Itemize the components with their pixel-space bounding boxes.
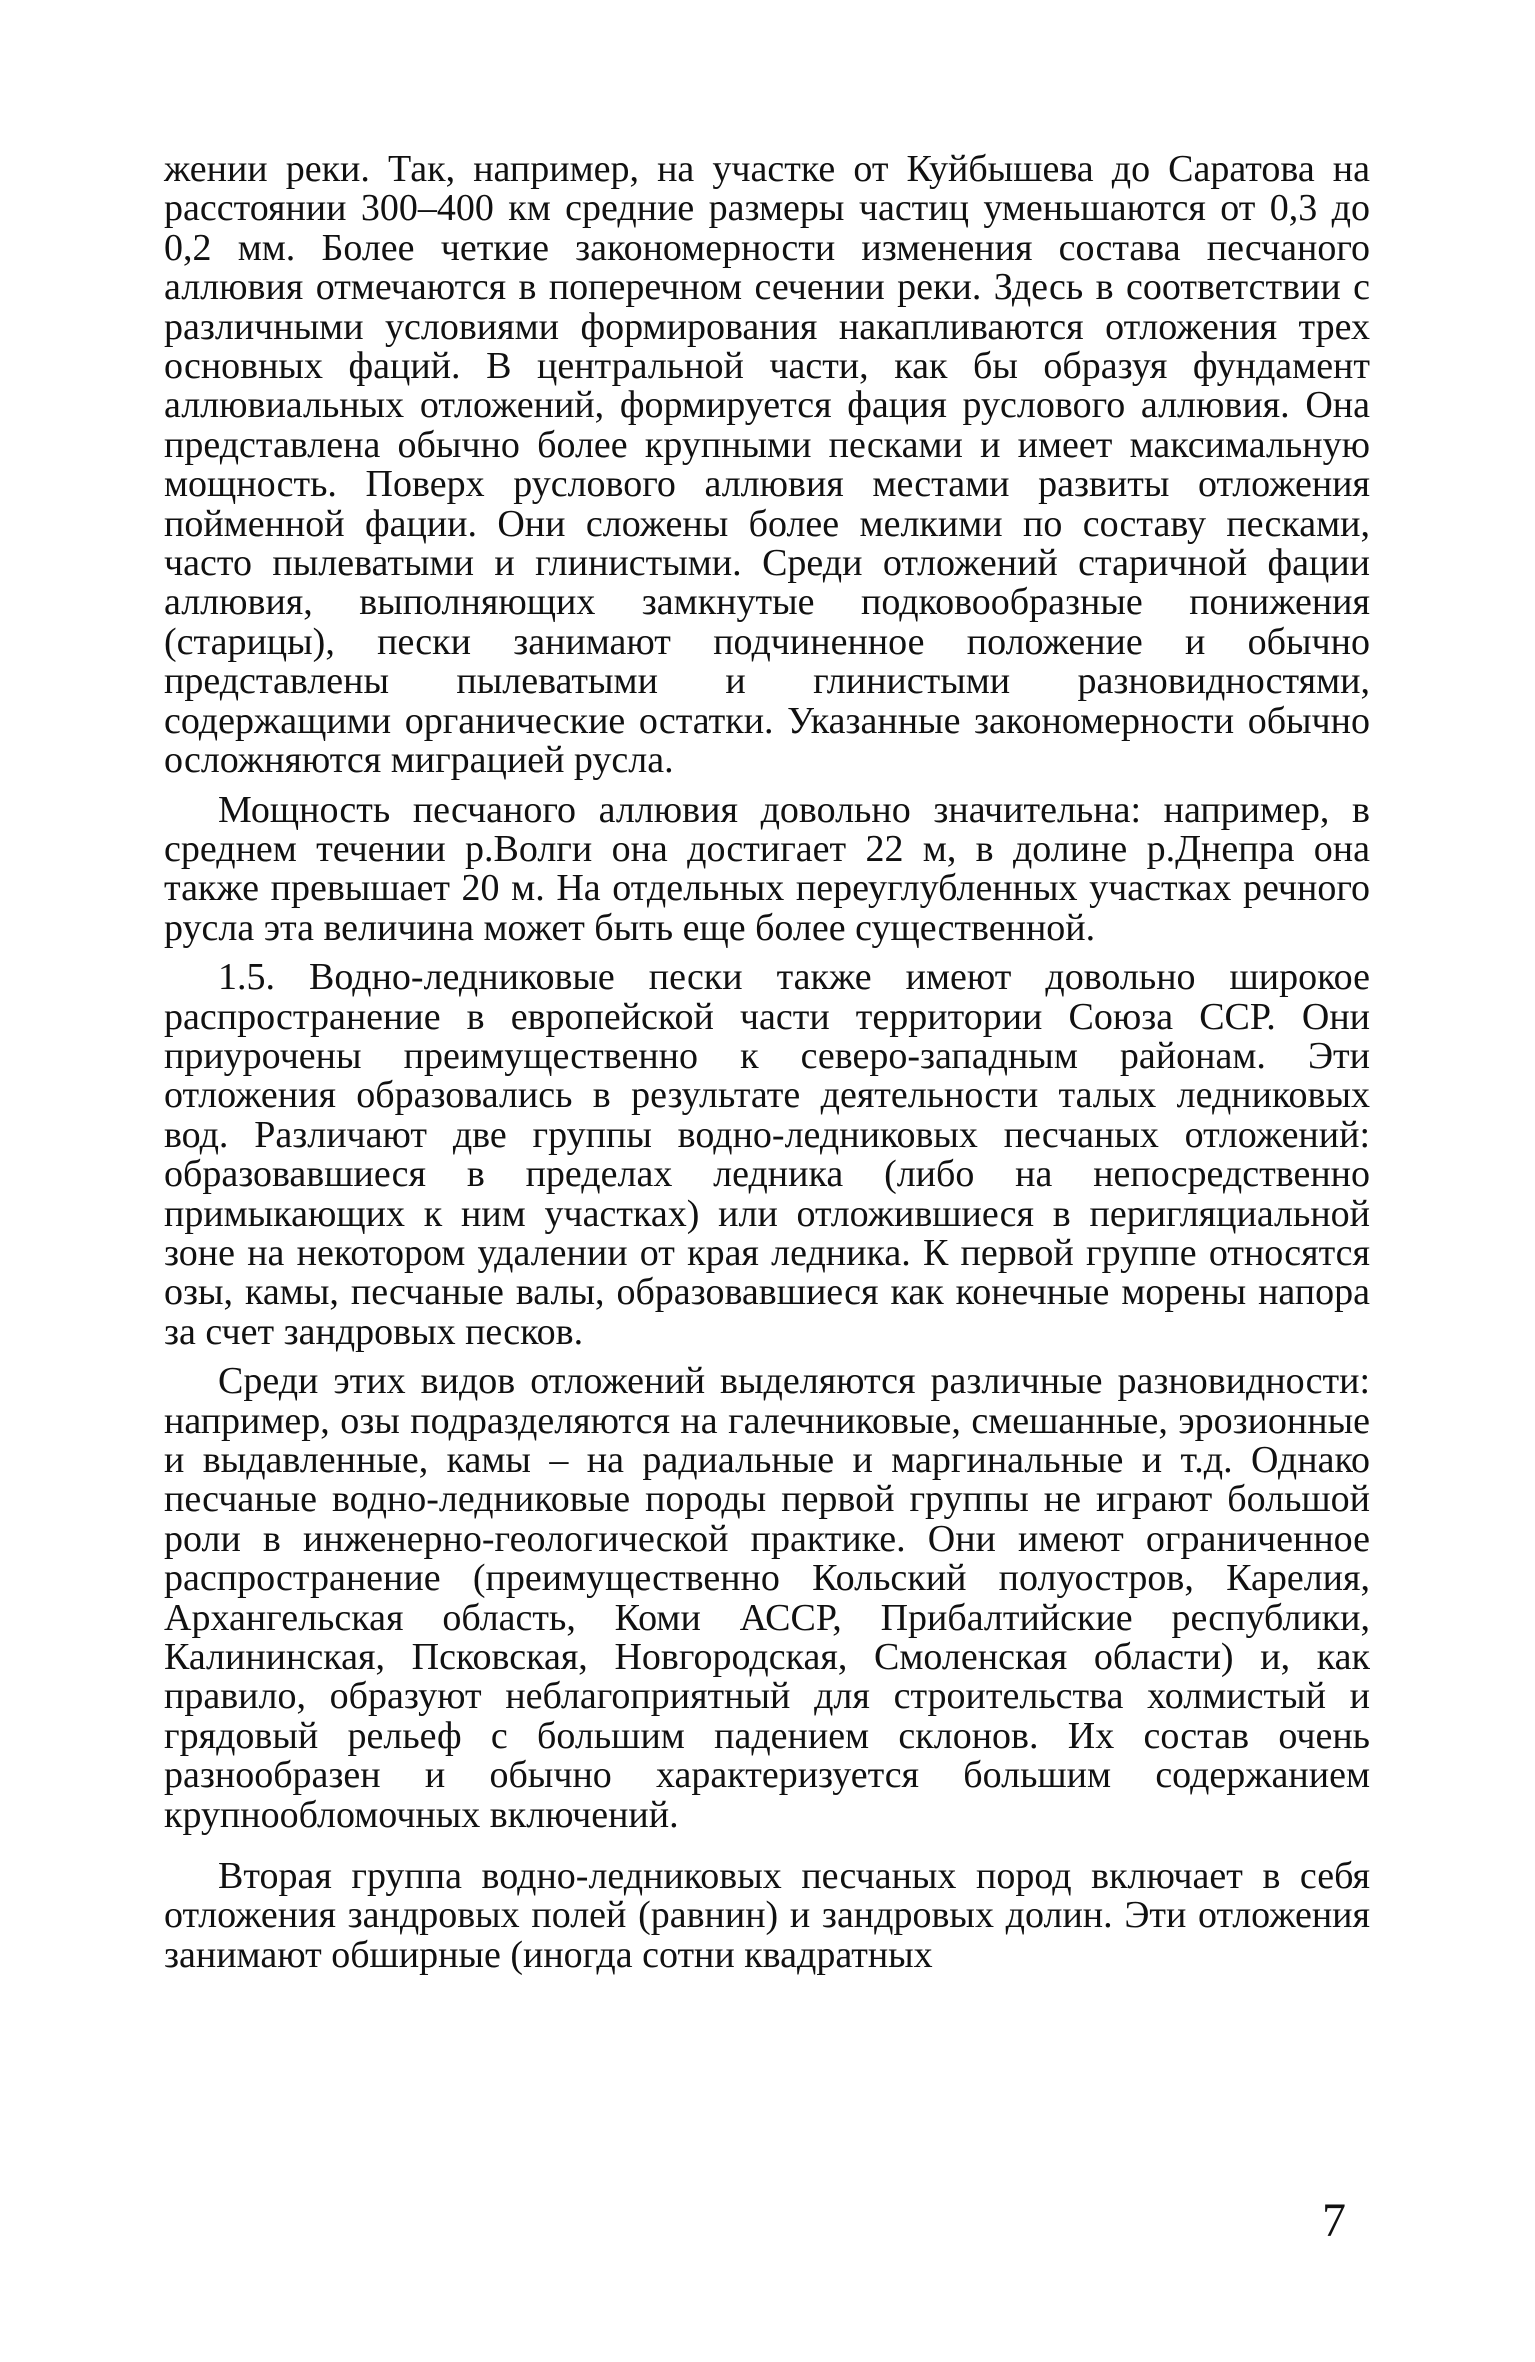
paragraph-section-1-5: 1.5. Водно-ледниковые пески также имеют довольно широкое распространение в европейской части территории Союза ССР. Они приурочены преимущественно к северо-западным районам. Эти отложения образовались в результате деятельности талых ледниковых вод. Различают две группы водно-ледниковых песчаных отложений: образовавшиеся в пределах ледника (либо на непосредственно примыкающих к ним участках) или отложившиеся в перигляциальной зоне на некотором удалении от края ледника. К первой группе относятся озы, камы, песчаные валы, образовавшиеся как конечные морены напора за счет зандровых песков. — [164, 956, 1370, 1353]
paragraph-continuation: жении реки. Так, например, на участке от Куйбышева до Саратова на расстоянии 300–400 км средние размеры частиц уменьшаются от 0,3 до 0,2 мм. Более четкие закономерности изменения состава песчаного аллювия отмечаются в поперечном сечении реки. Здесь в соответствии с различными условиями формирования накапливаются отложения трех основных фаций. В центральной части, как бы образуя фундамент аллювиальных отложений, формируется фация руслового аллювия. Она представлена обычно более крупными песками и имеет максимальную мощность. Поверх руслового аллювия местами развиты отложения пойменной фации. Они сложены более мелкими по составу песками, часто пылеватыми и глинистыми. Среди отложений старичной фации аллювия, выполняющих замкнутые подковообразные понижения (старицы), пески занимают подчиненное положение и обычно представлены пылеватыми и глинистыми разновидностями, содержащими органические остатки. Указанные закономерности обычно осложняются миграцией русла. — [164, 148, 1370, 782]
paragraph-varieties: Среди этих видов отложений выделяются различные разновидности: например, озы подразделяются на галечниковые, смешанные, эрозионные и выдавленные, камы – на радиальные и маргинальные и т.д. Однако песчаные водно-ледниковые породы первой группы не играют большой роли в инженерно-геологической практике. Они имеют ограниченное распространение (преимущественно Кольский полуостров, Карелия, Архангельская область, Коми АССР, Прибалтийские республики, Калининская, Псковская, Новгородская, Смоленская области) и, как правило, образуют неблагоприятный для строительства холмистый и грядовый рельеф с большим падением склонов. Их состав очень разнообразен и обычно характеризуется большим содержанием крупнообломочных включений. — [164, 1360, 1370, 1836]
paragraph-alluvium-thickness: Мощность песчаного аллювия довольно значительна: например, в среднем течении р.Волги она достигает 22 м, в долине р.Днепра она также превышает 20 м. На отдельных переуглубленных участках речного русла эта величина может быть еще более существенной. — [164, 788, 1370, 949]
paragraph-second-group: Вторая группа водно-ледниковых песчаных пород включает в себя отложения зандровых полей (равнин) и зандровых долин. Эти отложения занимают обширные (иногда сотни квадратных — [164, 1855, 1370, 1976]
page-number: 7 — [1322, 2194, 1346, 2247]
page-body — [164, 150, 1370, 1975]
